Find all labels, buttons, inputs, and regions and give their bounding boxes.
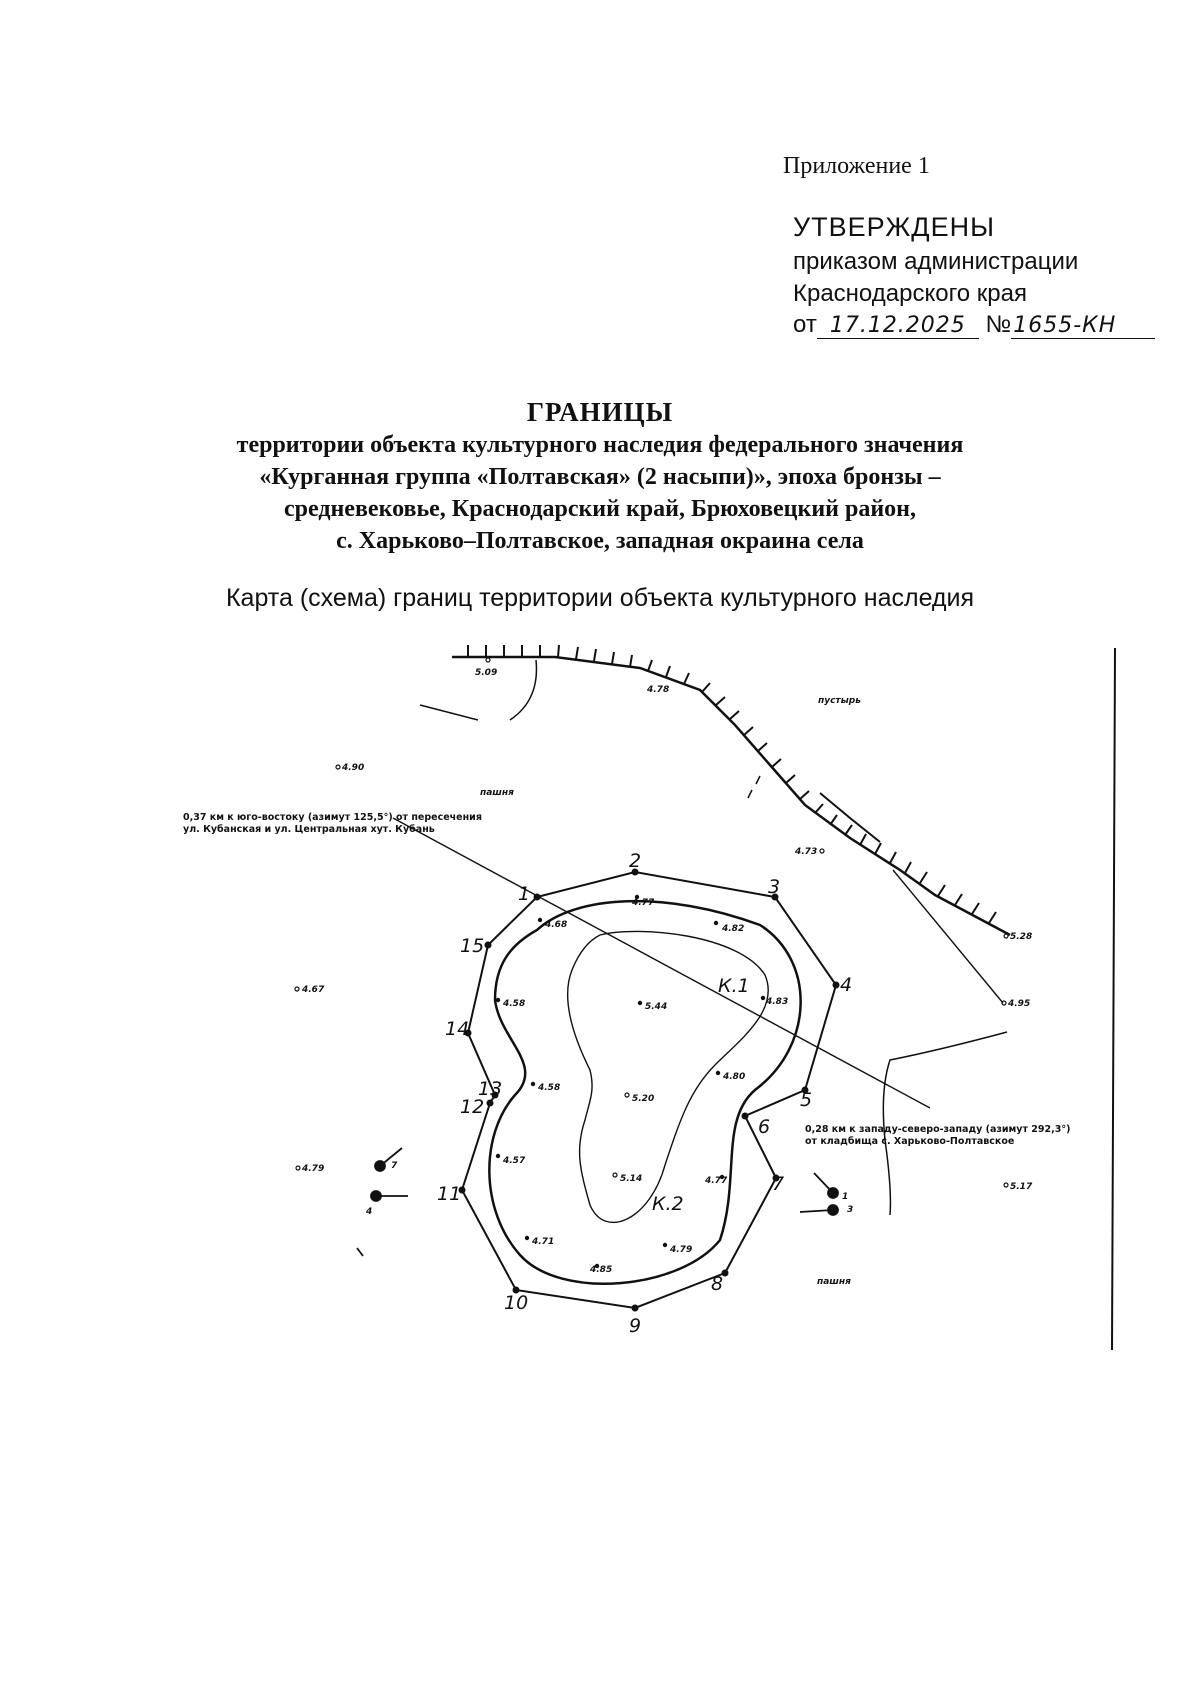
elevation-4-77-top: 4.77 (632, 898, 655, 908)
elevation-dots (295, 658, 1008, 1187)
elevation-4-80: 4.80 (723, 1072, 746, 1082)
elevation-5-14: 5.14 (620, 1174, 643, 1184)
point-label-10: 10 (504, 1292, 529, 1314)
order-line-2: Краснодарского края (793, 280, 1027, 307)
point-label-11: 11 (437, 1183, 462, 1205)
point-label-1: 1 (518, 883, 531, 905)
point-label-2: 2 (629, 850, 642, 872)
title-line-3: средневековье, Краснодарский край, Брюховецкий район, (284, 496, 916, 522)
marker-label-4: 4 (366, 1207, 373, 1217)
point-label-13: 13 (478, 1078, 503, 1100)
secondary-slope (820, 793, 880, 842)
elevation-4-78: 4.78 (647, 685, 670, 695)
point-label-6: 6 (758, 1116, 771, 1138)
reference-note-right-2: от кладбища с. Харьково-Полтавское (805, 1136, 1015, 1147)
azimuth-line-right (893, 870, 1003, 1003)
order-line-1: приказом администрации (793, 248, 1079, 275)
reference-note-right-1: 0,28 км к западу-северо-западу (азимут 292,3°) (805, 1124, 1071, 1135)
document-title: ГРАНИЦЫ (526, 397, 674, 427)
elevation-4-57: 4.57 (503, 1156, 526, 1166)
elevation-5-44: 5.44 (645, 1002, 668, 1012)
terrain-label-field-lower: пашня (817, 1277, 851, 1287)
appendix-label: Приложение 1 (783, 153, 930, 179)
map-subtitle: Карта (схема) границ территории объекта культурного наследия (225, 584, 975, 612)
point-label-9: 9 (629, 1315, 642, 1337)
elevation-4-79-inner: 4.79 (670, 1245, 693, 1255)
elevation-4-82: 4.82 (722, 924, 745, 934)
terrain-label-wasteland: пустырь (818, 696, 861, 706)
elevation-4-67: 4.67 (302, 985, 325, 995)
elevation-4-95: 4.95 (1008, 999, 1031, 1009)
elevation-5-09: 5.09 (475, 668, 498, 678)
point-label-4: 4 (840, 974, 853, 996)
elevation-5-20: 5.20 (632, 1094, 655, 1104)
date-prefix: от (793, 311, 817, 338)
mound-label-k1: К.1 (718, 975, 750, 997)
elevation-5-17: 5.17 (1010, 1182, 1033, 1192)
elevation-4-85: 4.85 (590, 1265, 613, 1275)
handwritten-date: 17.12.2025 (817, 313, 979, 339)
point-label-5: 5 (800, 1089, 813, 1111)
mound-label-k2: К.2 (652, 1193, 684, 1215)
terrain-line (510, 660, 536, 720)
point-label-7: 7 (772, 1173, 785, 1195)
point-label-15: 15 (460, 935, 485, 957)
point-label-12: 12 (460, 1096, 485, 1118)
title-line-2: «Курганная группа «Полтавская» (2 насыпи)», эпоха бронзы – (259, 464, 941, 490)
marker-label-3: 3 (847, 1205, 854, 1215)
elevation-4-58-lower: 4.58 (538, 1083, 561, 1093)
mound-outline (489, 901, 800, 1284)
elevation-4-71: 4.71 (532, 1237, 555, 1247)
elevation-4-77-right: 4.77 (705, 1176, 728, 1186)
title-line-1: территории объекта культурного наследия федерального значения (236, 432, 964, 458)
point-label-14: 14 (445, 1018, 470, 1040)
elevation-4-73: 4.73 (795, 847, 818, 857)
elevation-4-58-upper: 4.58 (503, 999, 526, 1009)
terrain-label-field-upper: пашня (480, 788, 514, 798)
map-frame-line (1112, 648, 1115, 1350)
terrain-line (748, 776, 760, 798)
survey-markers (357, 1148, 838, 1256)
elevation-4-68: 4.68 (545, 920, 568, 930)
handwritten-number: 1655-КН (1011, 313, 1155, 339)
azimuth-line-left (393, 818, 930, 1108)
boundary-point-markers (459, 869, 840, 1312)
marker-label-1: 1 (842, 1192, 849, 1202)
terrain-line (420, 705, 478, 720)
point-label-8: 8 (711, 1273, 724, 1295)
title-line-4: с. Харьково–Полтавское, западная окраина села (336, 528, 864, 554)
elevation-4-79-left: 4.79 (302, 1164, 325, 1174)
number-prefix: № (985, 311, 1012, 338)
reference-note-left-1: 0,37 км к юго-востоку (азимут 125,5°) от пересечения (183, 812, 482, 823)
marker-label-7: 7 (391, 1161, 398, 1171)
reference-note-left-2: ул. Кубанская и ул. Центральная хут. Кубань (183, 824, 435, 835)
point-label-3: 3 (768, 876, 781, 898)
elevation-5-28: 5.28 (1010, 932, 1033, 942)
elevation-4-83: 4.83 (766, 997, 789, 1007)
elevation-4-90: 4.90 (342, 763, 365, 773)
approved-heading: УТВЕРЖДЕНЫ (793, 212, 995, 242)
slope-line (452, 657, 1010, 935)
